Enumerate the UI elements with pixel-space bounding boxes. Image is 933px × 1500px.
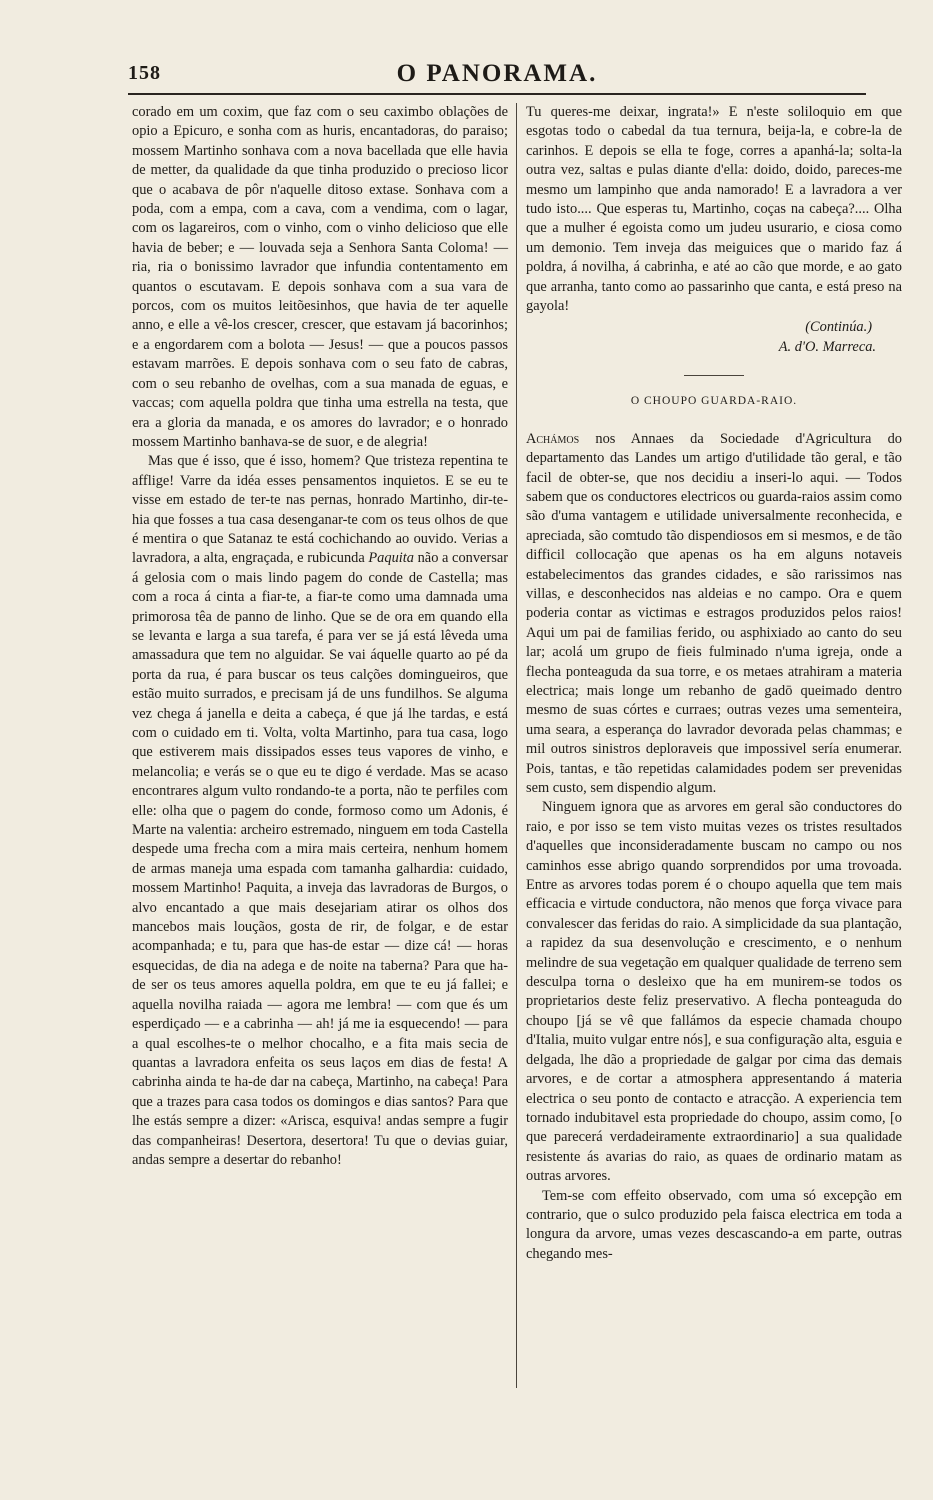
paragraph-text: não a conversar á gelosia com o mais lindo pagem do conde de Castella; mas com a roca á cinta a fiar-te, a fiar-te como uma damnada uma primorosa têa de panno de linho. Que se de ora em quando ella se levanta e larga a sua tarefa, é para ver se já está lêveda uma amassadura que tem no alguidar. Se vai áquelle quarto ao pé da porta da rua, é para buscar os teus calções domingueiros, que estão muito surrados, e precisam já de uns fundilhos. Se alguma vez chega á janella e deita a cabeça, é que já lhe tardas, e está com o cuidado em ti. Volta, volta Martinho, para tua casa, logo que estiverem mais dissipados esses teus vapores de vinho, e melancolia; e verás se o que eu te digo é verdade. Mas se acaso encontrares algum vulto rondando-te a porta, não te perfiles com elle: olha que o pagem do conde, formoso como um Adonis, é Marte na valentia: archeiro estremado, ninguem em toda Castella despede uma frecha com a mira mais certeira, nenhum homem de armas maneja uma espada com tamanha galhardia: cuidado, mossem Martinho! Paquita, a inveja das lavradoras de Burgos, o alvo encantado a que mais desejariam atirar os olhos dos mancebos mais louçãos, gosta de rir, de folgar, e de estar acompanhada; e tu, para que has-de estar — dize cá! — horas esquecidas, de dia na adega e de noite na taberna? Para que ha-de ser os teus amores aquella poldra, em que te eu já fallei; e aquella novilha raiada — agora me lembra! — com que és um esperdiçado — e a cabrinha — ah! já me ia esquecendo! — para a qual escolhes-te o melhor chocalho, e a fita mais secia de quantas a lavradora enfeita os seus laços em dias de festa! A cabrinha ainda te ha-de dar na cabeça, Martinho, na cabeça! Para que a trazes para casa todos os domingos e dias santos? Para que lhe estás sempre a dizer: «Arisca, esquiva! andas sempre a fugir das companheiras! Desertora, desertora! Tu que o devias guiar, andas sempre a desertar do rebanho! <box>132 550 508 1168</box>
paragraph: Tem-se com effeito observado, com uma só excepção em contrario, que o sulco produzido pela faisca electrica em toda a longura da arvore, umas vezes descascando-a em parte, outras chegando mes- <box>526 1187 902 1262</box>
paragraph <box>132 452 508 1170</box>
paragraph: Ninguem ignora que as arvores em geral são conductores do raio, e por isso se tem visto muitas vezes os tristes resultados d'aquelles que inconsideradamente buscam no campo ou nos caminhos esse abrigo quando sorprendidos por uma trovoada. Entre as arvores todas porem é o choupo aquella que tem mais efficacia e virtude conductora, não menos que força vivace para convalescer das feridas do raio. A simplicidade da sua plantação, a rapidez da sua desenvolução e crescimento, e o nenhum melindre de sua vegetação em qualquer qualidade de terreno sem desculpa torna o desleixo que ha em munirem-se todos os proprietarios deste feliz preservativo. A flecha ponteaguda do choupo [já se vê que fallámos da especie chamada choupo d'Italia, muito vulgar entre nós], e sua configuração alta, esguia e delgada, lhe dão a propriedade de galgar por cima das demais arvores, e de cortar a atmosphera appresentando á materia electrica o seu ponto de contacto e atracção. A experiencia tem tornado indubitavel esta propriedade do choupo, assim como, [o que parecerá verdadeiramente extraordinario] a sua qualidade resistente ás avarias do raio, as quaes de ordinario matam as outras arvores. <box>526 799 902 1185</box>
page-number: 158 <box>128 62 161 84</box>
right-column <box>526 103 902 1264</box>
section-title: O CHOUPO GUARDA-RAIO. <box>630 395 798 408</box>
header-rule <box>128 93 866 95</box>
section-divider <box>684 375 744 376</box>
paragraph-text: Mas que é isso, que é isso, homem? Que tristeza repentina te afflige! Varre da idéa esses pensamentos inquietos. E se eu te visse em estado de ter-te nas pernas, honrado Martinho, dir-te-hia que fosses a tua casa desenganar-te com os teus olhos de que é mentira o que Satanaz te está cochichando ao ouvido. Verias a lavradora, a alta, engraçada, e rubicunda <box>132 453 508 567</box>
author-signature: A. d'O. Marreca. <box>778 338 876 355</box>
column-divider <box>516 103 517 1388</box>
paragraph-text: nos Annaes da Sociedade d'Agricultura do departamento das Landes um artigo d'utilidade tão geral, e tão facil de obter-se, que nos decidiu a inseri-lo aqui. — Todos sabem que os conductores electricos ou guarda-raios assim como são d'uma vantagem e utilidade universalmente reconhecida, e apreciada, são comtudo tão dispendiosos em si mesmos, e de tão difficil collocação que apenas os ha em alguns notaveis estabelecimentos das grandes cidades, e são rarissimos nas villas, e desconhecidos nas aldeias e no campo. Ora e quem poderia contar as victimas e estragos produzidos pelos raios! Aqui um pai de familias ferido, ou asphixiado ao canto do seu lar; acolá um grupo de fieis fulminado n'uma igreja, onde a flecha ponteaguda da sua torre, e os metaes atrahiram a materia electrica; mais longe um rebanho de gadō queimado dentro mesmo de suas córtes e curraes; outras vezes uma sementeira, uma seara, a esperança do lavrador devorada pelas chammas; e mil outros sinistros deploraveis que impossivel sería enumerar. Pois, tantas, e tão repetidas calamidades podem ser prevenidas sem custo, sem dispendio algum. <box>526 430 902 796</box>
page-header <box>128 58 866 94</box>
running-title: O PANORAMA. <box>396 60 598 87</box>
paragraph <box>526 430 902 799</box>
paragraph: Tu queres-me deixar, ingrata!» E n'este soliloquio em que esgotas todo o cabedal da tua ternura, beija-la, e cobre-la de carinhos. E depois se ella te foge, corres a apanhá-la; solta-la outra vez, saltas e pulas diante d'ella: doido, doido, pareces-me mesmo um lampinho que anda namorado! E a lavradora a ver tudo isto.... Que esperas tu, Martinho, coças na cabeça?.... Olha que a mulher é egoista como um judeu usurario, e ciosa como um demonio. Tem inveja das meiguices que o marido faz á poldra, á novilha, á cabrinha, e até ao cão que morde, e ao gato que arranha, tanto como ao passarinho que canta, e está preso na gayola! <box>526 104 902 315</box>
lead-word: Achámos <box>526 430 580 447</box>
left-column <box>132 103 508 1170</box>
paragraph: corado em um coxim, que faz com o seu caximbo oblações de opio a Epicuro, e sonha com as huris, encantadoras, do paraiso; mossem Martinho sonhava com a nova bacellada que elle havia de metter, da qualidade da que tinha produzido o precioso licor que o acabava de pôr n'aquelle ditoso extase. Sonhava com a poda, com a empa, com a cava, com a vendima, com o lagar, com os lagareiros, com o vinho, com o vinho delicioso que elle havia de beber; e — louvada seja a Senhora Santa Coloma! — ria, ria o bonissimo lavrador que infundia contentamento em quantos o escutavam. E depois sonhava com a sua vara de porcos, com os muitos leitõesinhos, que havia de ter aquelle anno, e elle a vê-los crescer, crescer, que estavam já bacorinhos; e a engordarem com a bolota — Jesus! — que a poucos passos estavam marrões. E depois sonhava com o seu fato de cabras, com o seu rebanho de ovelhas, com a sua manada de eguas, e vaccas; com aquella poldra que tinha uma estrella na testa, que era a gloria da manada, e os amores do lavrador; e o honrado mossem Martinho banhava-se de suor, e de alegria! <box>132 104 508 450</box>
character-name: Paquita <box>368 550 414 567</box>
continued-note: (Continúa.) <box>805 319 872 336</box>
signature-block <box>526 318 902 357</box>
